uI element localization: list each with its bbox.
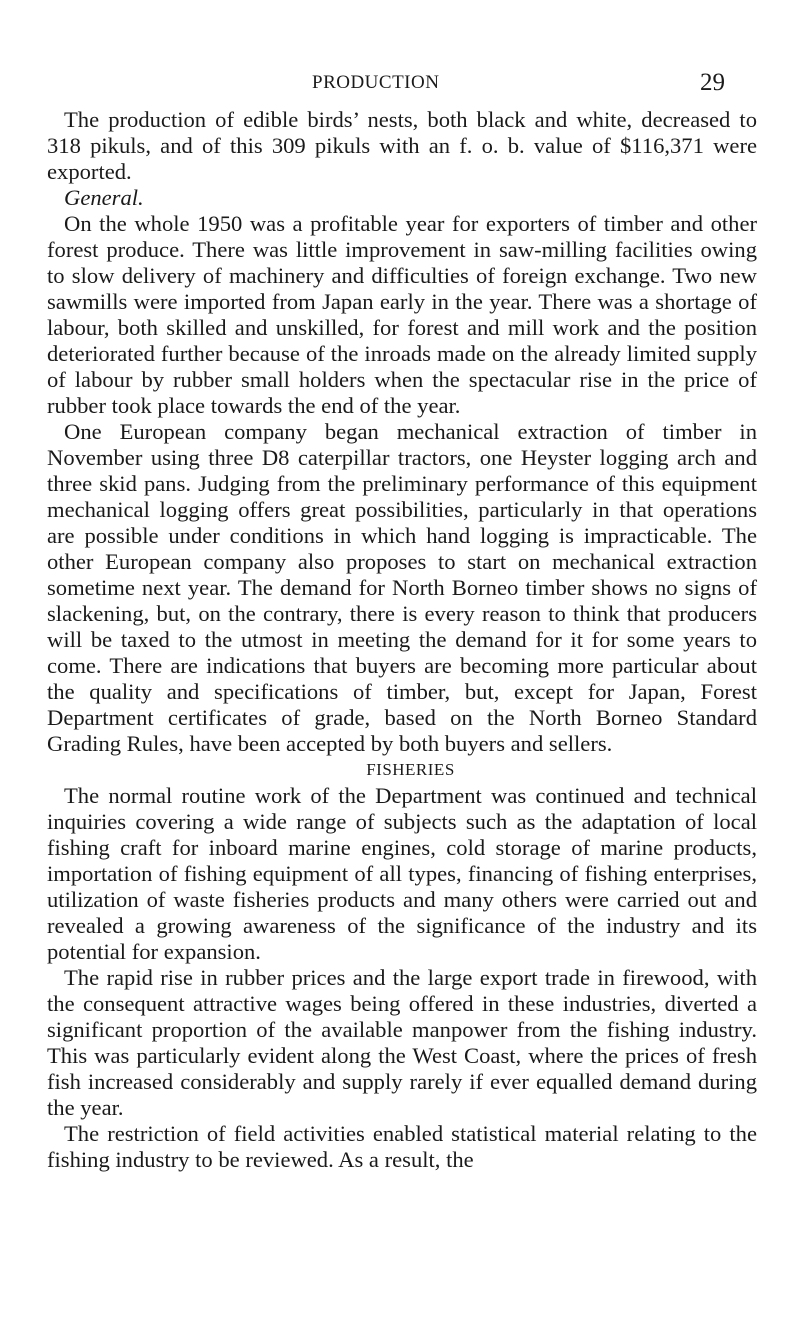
body-text bbox=[47, 107, 757, 1173]
paragraph-mechanical-extraction: One European company began mechanical extraction of timber in November using three D8 caterpillar tractors, one Heyster logging arch and three skid pans. Judging from the preliminary performance of this equipment mechanical logging offers great possibilities, particularly in that operations are possible under conditions in which hand logging is impracticable. The other European company also proposes to start on mechanical extraction sometime next year. The demand for North Borneo timber shows no signs of slackening, but, on the contrary, there is every reason to think that producers will be taxed to the utmost in meeting the demand for it for some years to come. There are indications that buyers are becoming more particular about the quality and specifications of timber, but, except for Japan, Forest Department certificates of grade, based on the North Borneo Standard Grading Rules, have been accepted by both buyers and sellers. bbox=[47, 419, 757, 756]
running-title: PRODUCTION bbox=[312, 72, 440, 93]
page-number: 29 bbox=[700, 69, 725, 96]
section-heading-general: General. bbox=[64, 185, 144, 210]
paragraph-general-profitable-year: On the whole 1950 was a profitable year for exporters of timber and other forest produce. There was little improvement in saw-milling facilities owing to slow delivery of machinery and difficulties of foreign exchange. Two new sawmills were imported from Japan early in the year. There was a shortage of labour, both skilled and unskilled, for forest and mill work and the position deteriorated further because of the inroads made on the already limited supply of labour by rubber small holders when the spectacular rise in the price of rubber took place towards the end of the year. bbox=[47, 211, 757, 418]
running-head bbox=[0, 69, 801, 102]
paragraph-field-restriction: The restriction of field activities enabled statistical material relating to the fishing industry to be reviewed. As a result, the bbox=[47, 1121, 757, 1172]
paragraph-rubber-prices: The rapid rise in rubber prices and the large export trade in firewood, with the consequent attractive wages being offered in these industries, diverted a significant proportion of the available manpower from the fishing industry. This was particularly evident along the West Coast, where the prices of fresh fish increased considerably and supply rarely if ever equalled demand during the year. bbox=[47, 965, 757, 1120]
paragraph-birds-nests: The production of edible birds’ nests, both black and white, decreased to 318 pikuls, and of this 309 pikuls with an f. o. b. value of $116,371 were exported. bbox=[47, 107, 757, 184]
section-title-fisheries: FISHERIES bbox=[366, 760, 455, 779]
paragraph-fisheries-routine-work: The normal routine work of the Department was continued and technical inquiries covering a wide range of subjects such as the adaptation of local fishing craft for inboard marine engines, cold storage of marine products, importation of fishing equipment of all types, financing of fishing enterprises, utilization of waste fisheries products and many others were carried out and revealed a growing awareness of the significance of the industry and its potential for expansion. bbox=[47, 783, 757, 964]
